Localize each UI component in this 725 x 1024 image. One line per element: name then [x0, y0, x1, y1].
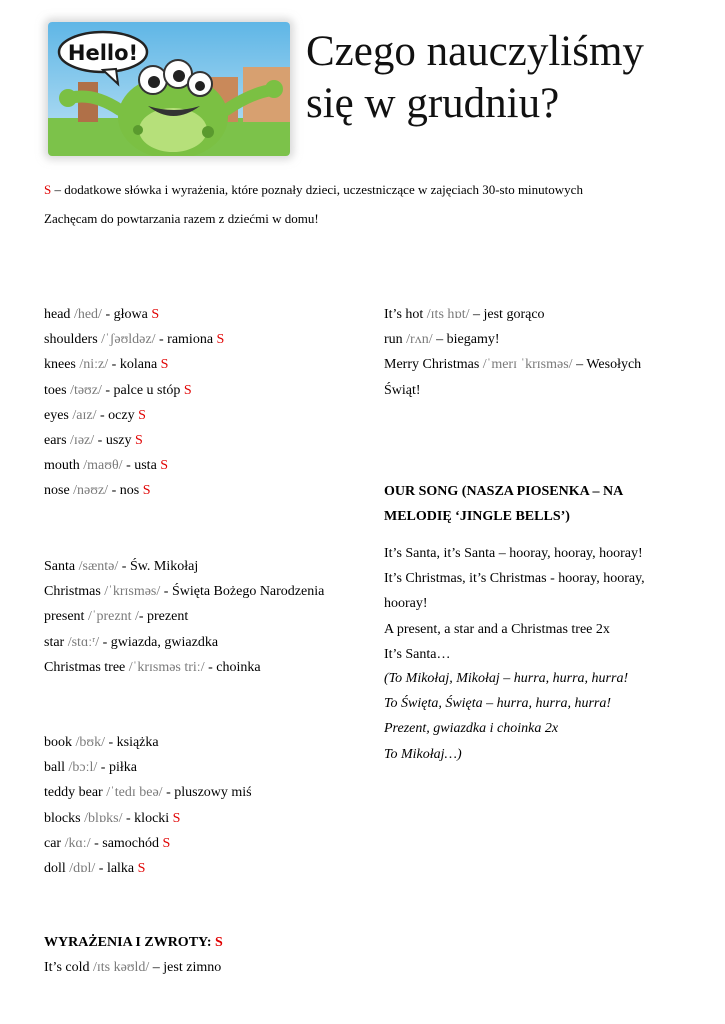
vocab-item	[44, 428, 224, 453]
vocab-word: shoulders	[44, 332, 102, 348]
song-heading	[384, 479, 694, 529]
phrase-meaning: – jest zimno	[149, 960, 222, 976]
vocab-word: present	[44, 609, 88, 625]
vocab-item	[44, 856, 252, 881]
phrase-pron: /ɪts kəʊld/	[93, 960, 150, 976]
vocab-pronunciation: /niːz/	[79, 357, 109, 373]
page-title	[306, 26, 706, 130]
phrase-pron: /rʌn/	[406, 332, 433, 348]
vocab-meaning: - Św. Mikołaj	[118, 559, 199, 574]
vocab-meaning: - palce u stóp	[101, 382, 184, 398]
title-line-2: się w grudniu?	[306, 80, 560, 127]
vocab-word: blocks	[44, 810, 85, 826]
phrase-word: It’s hot	[384, 307, 427, 322]
vocab-word: car	[44, 835, 65, 851]
phrases-heading	[44, 930, 223, 955]
vocab-meaning: - głowa	[101, 307, 152, 322]
song-lyric-line-polish: (To Mikołaj, Mikołaj – hurra, hurra, hurra!	[384, 671, 629, 686]
song-lyric-line: A present, a star and a Christmas tree 2x	[384, 621, 610, 637]
bubble-text: Hello!	[67, 41, 139, 65]
vocab-pronunciation: /hed/	[73, 307, 102, 322]
vocab-word: eyes	[44, 407, 73, 423]
hello-monster-image	[48, 22, 290, 156]
s-legend-note	[44, 182, 714, 198]
song-lyric-line: It’s Santa, it’s Santa – hooray, hooray, hooray!	[384, 546, 643, 561]
vocab-meaning: - oczy	[96, 407, 139, 423]
song-heading-line-2: MELODIĘ ‘JINGLE BELLS’)	[384, 509, 570, 525]
vocab-pronunciation: /dɒl/	[69, 861, 96, 877]
vocab-item	[44, 806, 252, 831]
song-heading-line-1: OUR SONG (NASZA PIOSENKA – NA	[384, 484, 624, 499]
vocab-pronunciation: /ˈkrɪsməs triː/	[128, 659, 205, 675]
vocab-word: mouth	[44, 458, 84, 474]
vocab-pronunciation: /maʊθ/	[83, 458, 123, 474]
vocab-meaning: - choinka	[204, 659, 261, 675]
vocab-word: head	[44, 307, 74, 322]
toys-vocab-list	[44, 730, 252, 881]
vocab-word: Christmas	[44, 584, 105, 600]
phrase-its-hot	[384, 302, 684, 327]
vocab-item	[44, 554, 324, 579]
vocab-item	[44, 755, 252, 780]
vocab-item	[44, 604, 324, 629]
christmas-vocab-list	[44, 554, 324, 680]
s-marker: S	[162, 835, 171, 851]
s-marker: S	[160, 357, 169, 373]
vocab-pronunciation: /ˈkrɪsməs/	[104, 584, 161, 600]
vocab-item	[44, 302, 224, 327]
vocab-meaning: - ramiona	[155, 332, 217, 348]
vocab-word: Santa	[44, 559, 79, 574]
vocab-item	[44, 403, 224, 428]
song-lyric-line-polish: To Mikołaj…)	[384, 746, 462, 762]
song-lyric-line: It’s Santa…	[384, 646, 451, 662]
vocab-item	[44, 831, 252, 856]
vocab-meaning: - piłka	[97, 760, 137, 776]
vocab-meaning: - prezent	[138, 609, 189, 625]
s-marker: S	[160, 458, 169, 474]
vocab-meaning: - usta	[122, 458, 161, 474]
vocab-item	[44, 655, 324, 680]
vocab-word: teddy bear	[44, 785, 107, 801]
vocab-pronunciation: /bʊk/	[75, 735, 105, 750]
phrase-word: run	[384, 332, 407, 348]
phrase-meaning: – Wesołych	[572, 357, 642, 373]
phrase-merry-christmas	[384, 352, 684, 377]
vocab-word: doll	[44, 861, 70, 877]
vocab-word: knees	[44, 357, 80, 373]
s-marker: S	[137, 861, 146, 877]
vocab-meaning: - uszy	[94, 433, 135, 449]
phrase-meaning: – jest gorąco	[469, 307, 545, 322]
phrase-word: Merry Christmas	[384, 357, 483, 373]
s-marker: S	[142, 483, 151, 499]
song-lyric-line-polish: Prezent, gwiazdka i choinka 2x	[384, 721, 559, 737]
title-line-1: Czego nauczyliśmy	[306, 28, 644, 75]
vocab-item	[44, 579, 324, 604]
s-marker: S	[183, 382, 192, 398]
monster-illustration	[48, 22, 290, 156]
vocab-meaning: - klocki	[122, 810, 173, 826]
song-polish-lyrics	[384, 666, 704, 767]
vocab-pronunciation: /ɪəz/	[70, 433, 95, 449]
vocab-item	[44, 378, 224, 403]
phrase-meaning: – biegamy!	[432, 332, 500, 348]
s-marker: S	[138, 407, 146, 423]
vocab-word: star	[44, 634, 68, 650]
vocab-meaning: - Święta Bożego Narodzenia	[160, 584, 325, 600]
vocab-meaning: - lalka	[95, 861, 138, 877]
s-marker: S	[151, 307, 160, 322]
song-english-lyrics	[384, 541, 704, 667]
vocab-item	[44, 327, 224, 352]
vocab-pronunciation: /kɑː/	[64, 835, 91, 851]
vocab-item	[44, 630, 324, 655]
vocab-pronunciation: /təʊz/	[70, 382, 102, 398]
vocab-pronunciation: /nəʊz/	[73, 483, 109, 499]
vocab-word: book	[44, 735, 76, 750]
phrases-heading-s: S	[215, 935, 223, 950]
s-marker: S	[134, 433, 143, 449]
song-lyric-line: It’s Christmas, it’s Christmas - hooray, hooray,	[384, 571, 645, 587]
s-legend-text: – dodatkowe słówka i wyrażenia, które poznały dzieci, uczestniczące w zajęciach 30-sto minutowych	[51, 182, 583, 197]
phrase-its-cold	[44, 955, 223, 980]
vocab-pronunciation: /stɑːʳ/	[67, 634, 100, 650]
s-marker: S	[44, 182, 52, 197]
s-marker: S	[216, 332, 225, 348]
encourage-note: Zachęcam do powtarzania razem z dziećmi w domu!	[44, 211, 319, 226]
song-lyric-line: hooray!	[384, 596, 428, 612]
phrase-merry-christmas-cont: Świąt!	[384, 382, 421, 398]
vocab-word: ears	[44, 433, 71, 449]
vocab-item	[44, 352, 224, 377]
vocab-pronunciation: /aɪz/	[72, 407, 97, 423]
vocab-meaning: - gwiazda, gwiazdka	[99, 634, 219, 650]
vocab-word: toes	[44, 382, 71, 398]
phrases-section	[44, 930, 223, 980]
vocab-word: nose	[44, 483, 74, 499]
s-marker: S	[172, 810, 181, 826]
song-lyric-line-polish: To Święta, Święta – hurra, hurra, hurra!	[384, 696, 612, 712]
vocab-pronunciation: /ˈtedɪ beə/	[106, 785, 163, 801]
phrases-heading-text: WYRAŻENIA I ZWROTY:	[44, 935, 216, 950]
vocab-pronunciation: /ˈpreznt /	[87, 609, 139, 625]
body-parts-list	[44, 302, 224, 504]
vocab-meaning: - nos	[108, 483, 143, 499]
vocab-item	[44, 730, 252, 755]
phrase-pron: /ˈmerɪ ˈkrɪsməs/	[482, 357, 573, 373]
vocab-meaning: - samochód	[90, 835, 163, 851]
phrase-run	[384, 327, 684, 352]
vocab-pronunciation: /sæntə/	[78, 559, 119, 574]
vocab-pronunciation: /ˈʃəʊldəz/	[101, 332, 156, 348]
vocab-item	[44, 478, 224, 503]
phrase-word: It’s cold	[44, 960, 93, 976]
vocab-item	[44, 780, 252, 805]
vocab-pronunciation: /bɔːl/	[68, 760, 98, 776]
phrase-pron: /ɪts hɒt/	[426, 307, 470, 322]
vocab-pronunciation: /blɒks/	[84, 810, 123, 826]
vocab-word: ball	[44, 760, 69, 776]
vocab-meaning: - pluszowy miś	[162, 785, 252, 801]
vocab-meaning: - książka	[104, 735, 159, 750]
right-phrases	[384, 302, 684, 403]
vocab-word: Christmas tree	[44, 659, 129, 675]
vocab-item	[44, 453, 224, 478]
vocab-meaning: - kolana	[108, 357, 161, 373]
